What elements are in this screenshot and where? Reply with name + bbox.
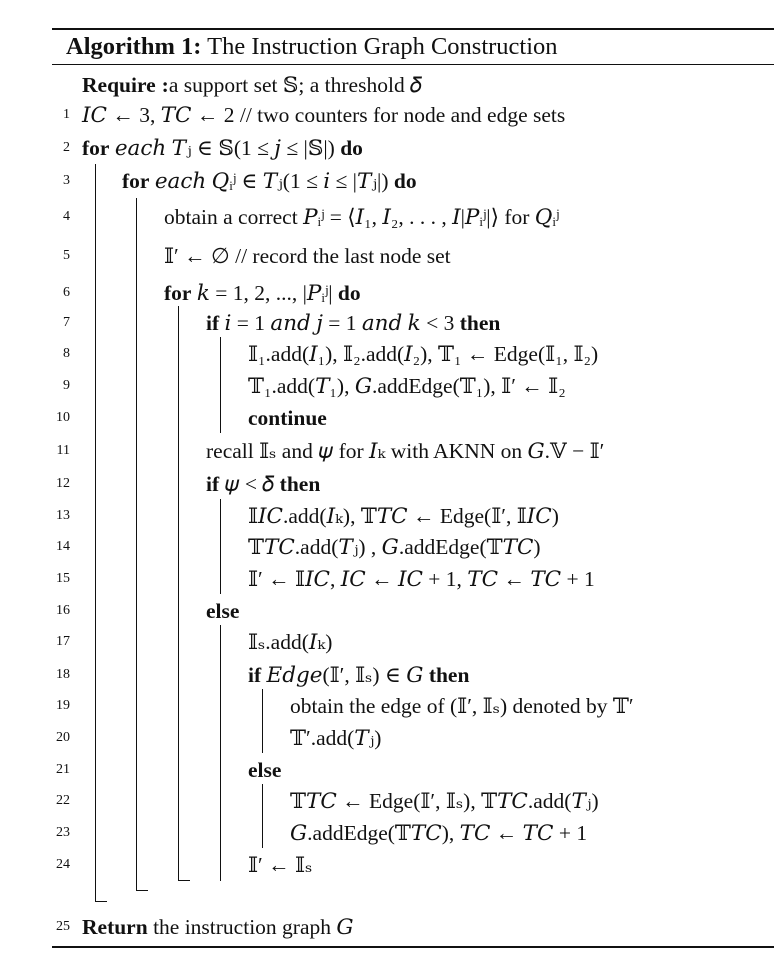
require-keyword: Require — [82, 73, 156, 97]
code-text: 𝕀′ ← 𝕀𝐼𝐶, 𝐼𝐶 ← 𝐼𝐶 + 1, 𝑇𝐶 ← 𝑇𝐶 + 1 — [248, 567, 595, 591]
keyword: do — [393, 169, 417, 193]
algorithm-title — [66, 30, 558, 64]
code-line — [248, 401, 327, 435]
code-line — [248, 499, 559, 533]
code-text: 𝐸𝑑𝑔𝑒(𝕀′, 𝕀ₛ) ∈ 𝐺 — [261, 663, 429, 687]
line-number: 1 — [63, 107, 70, 122]
keyword: then — [428, 663, 470, 687]
line-number: 11 — [56, 443, 70, 458]
line-number: 8 — [63, 346, 70, 361]
indent-guide — [262, 784, 263, 848]
code-text: the instruction graph 𝐺 — [147, 915, 354, 939]
line-number: 12 — [56, 476, 70, 491]
code-line — [248, 753, 281, 787]
line-number: 10 — [56, 410, 70, 425]
keyword: then — [279, 472, 321, 496]
keyword: do — [340, 136, 363, 160]
indent-guide-end — [136, 890, 148, 891]
indent-guide — [262, 689, 263, 753]
indent-guide — [220, 337, 221, 433]
code-line — [206, 434, 604, 468]
code-line — [290, 689, 634, 723]
indent-guide — [95, 164, 96, 902]
line-number: 19 — [56, 698, 70, 713]
bottom-rule — [52, 946, 774, 948]
code-text: 𝑒𝑎𝑐ℎ 𝑇ⱼ ∈ 𝕊(1 ≤ 𝑗 ≤ |𝕊|) — [109, 136, 341, 160]
line-number: 23 — [56, 825, 70, 840]
line-number: 4 — [63, 209, 70, 224]
line-number: 20 — [56, 730, 70, 745]
code-line — [248, 658, 469, 692]
indent-guide — [136, 198, 137, 891]
keyword: if — [248, 663, 262, 687]
require-colon: : — [161, 73, 169, 97]
line-number: 14 — [56, 539, 70, 554]
code-line — [290, 721, 381, 755]
indent-guide-end — [95, 901, 107, 902]
code-text: 𝕀′ ← ∅ // record the last node set — [164, 244, 451, 268]
line-number: 9 — [63, 378, 70, 393]
indent-guide-end — [178, 880, 190, 881]
code-text: 𝕀ₛ.add(𝐼ₖ) — [248, 630, 333, 654]
header-rule — [52, 64, 774, 65]
indent-guide — [220, 625, 221, 881]
code-text: 𝕀₁.add(𝐼₁), 𝕀₂.add(𝐼₂), 𝕋₁ ← Edge(𝕀₁, 𝕀₂) — [248, 342, 599, 366]
keyword: Return — [82, 915, 148, 939]
code-text: 𝐺.addEdge(𝕋𝑇𝐶), 𝑇𝐶 ← 𝑇𝐶 + 1 — [290, 821, 588, 845]
code-line — [248, 369, 566, 403]
code-text: 𝜓 < 𝛿 — [219, 472, 280, 496]
code-text: 𝕋′.add(𝑇ⱼ) — [290, 726, 382, 750]
line-number: 3 — [63, 173, 70, 188]
code-line — [290, 816, 587, 850]
line-number: 7 — [63, 315, 70, 330]
require-text: a support set 𝕊; a threshold 𝛿 — [168, 73, 422, 97]
keyword: for — [164, 281, 192, 305]
code-line — [82, 131, 363, 165]
line-number: 2 — [63, 140, 70, 155]
keyword: continue — [248, 406, 327, 430]
keyword: else — [206, 599, 240, 623]
keyword: else — [248, 758, 282, 782]
code-text: obtain the edge of (𝕀′, 𝕀ₛ) denoted by 𝕋′ — [290, 694, 634, 718]
code-line — [248, 337, 598, 371]
code-text: 𝑒𝑎𝑐ℎ 𝑄ᵢʲ ∈ 𝑇ⱼ(1 ≤ 𝑖 ≤ |𝑇ⱼ|) — [149, 169, 394, 193]
line-number: 13 — [56, 508, 70, 523]
code-line — [248, 562, 595, 596]
code-line — [164, 276, 361, 310]
code-line — [82, 910, 354, 944]
keyword: if — [206, 472, 220, 496]
code-text: obtain a correct 𝑃ᵢʲ = ⟨𝐼₁, 𝐼₂, . . . , 𝐼|𝑃ᵢʲ|⟩ for 𝑄ᵢʲ — [164, 205, 560, 229]
line-number: 24 — [56, 857, 70, 872]
line-number: 21 — [56, 762, 70, 777]
code-line — [82, 98, 565, 132]
code-line — [164, 239, 451, 273]
code-line — [248, 530, 541, 564]
code-line — [206, 467, 320, 501]
code-text: 𝕋𝑇𝐶 ← Edge(𝕀′, 𝕀ₛ), 𝕋𝑇𝐶.add(𝑇ⱼ) — [290, 789, 599, 813]
indent-guide — [220, 499, 221, 594]
line-number: 18 — [56, 667, 70, 682]
code-line — [290, 784, 599, 818]
keyword: then — [459, 311, 501, 335]
indent-guide — [178, 306, 179, 881]
line-number: 5 — [63, 248, 70, 263]
code-line — [248, 848, 312, 882]
code-line — [248, 625, 332, 659]
keyword: if — [206, 311, 220, 335]
line-number: 6 — [63, 285, 70, 300]
code-line — [206, 594, 239, 628]
line-number: 22 — [56, 793, 70, 808]
code-text: recall 𝕀ₛ and 𝜓 for 𝐼ₖ with AKNN on 𝐺.𝕍 − 𝕀′ — [206, 439, 605, 463]
code-line — [206, 306, 500, 340]
code-text: 𝑖 = 1 𝑎𝑛𝑑 𝑗 = 1 𝑎𝑛𝑑 𝑘 < 3 — [219, 311, 460, 335]
keyword: for — [122, 169, 150, 193]
code-line — [164, 200, 559, 234]
algorithm-label: Algorithm 1: — [66, 33, 202, 60]
line-number: 16 — [56, 603, 70, 618]
require-line — [82, 68, 422, 102]
line-number: 17 — [56, 634, 70, 649]
line-number: 25 — [56, 919, 70, 934]
keyword: do — [337, 281, 361, 305]
code-line — [122, 164, 417, 198]
line-number: 15 — [56, 571, 70, 586]
code-text: 𝐼𝐶 ← 3, 𝑇𝐶 ← 2 // two counters for node and edge sets — [82, 103, 566, 127]
keyword: for — [82, 136, 110, 160]
code-text: 𝕋₁.add(𝑇₁), 𝐺.addEdge(𝕋₁), 𝕀′ ← 𝕀₂ — [248, 374, 566, 398]
code-text: 𝕋𝑇𝐶.add(𝑇ⱼ) , 𝐺.addEdge(𝕋𝑇𝐶) — [248, 535, 541, 559]
algorithm-name: The Instruction Graph Construction — [207, 33, 558, 60]
code-text: 𝑘 = 1, 2, ..., |𝑃ᵢʲ| — [191, 281, 338, 305]
code-text: 𝕀𝐼𝐶.add(𝐼ₖ), 𝕋𝑇𝐶 ← Edge(𝕀′, 𝕀𝐼𝐶) — [248, 504, 559, 528]
code-text: 𝕀′ ← 𝕀ₛ — [248, 853, 313, 877]
